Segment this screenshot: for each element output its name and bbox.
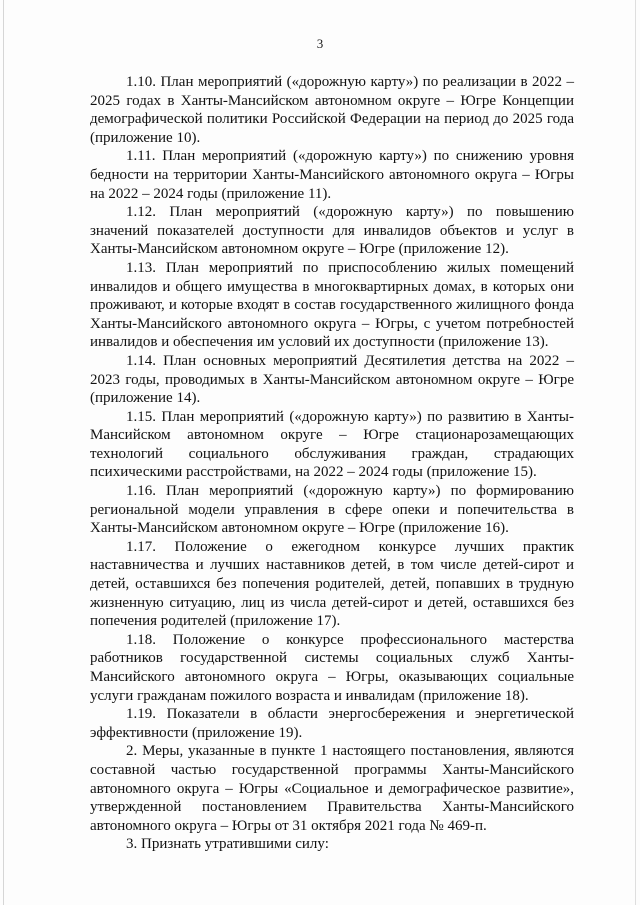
paragraph-1-13: 1.13. План мероприятий по приспособлению жилых помещений инвалидов и общего имущества в многоквартирных домах, в которых они проживают, и которые входят в состав государственного жилищного фонда Ханты-Мансийского автономного округа – Югры, с учетом потребностей инвалидов и обеспечения им условий их доступности (приложение 13). (90, 259, 574, 351)
document-body (90, 73, 574, 854)
scan-edge-left (3, 0, 4, 905)
paragraph-1-19: 1.19. Показатели в области энергосбережения и энергетической эффективности (приложение 19). (90, 706, 574, 741)
paragraph-1-11: 1.11. План мероприятий («дорожную карту») по снижению уровня бедности на территории Ханты-Мансийского автономного округа – Югры на 2022 – 2024 годы (приложение 11). (90, 148, 574, 202)
paragraph-1-12: 1.12. План мероприятий («дорожную карту») по повышению значений показателей доступности для инвалидов объектов и услуг в Ханты-Мансийском автономном округе – Югре (приложение 12). (90, 204, 574, 258)
paragraph-1-18: 1.18. Положение о конкурсе профессионального мастерства работников государственной системы социальных служб Ханты-Мансийского автономного округа – Югры, оказывающих социальные услуги гражданам пожилого возраста и инвалидам (приложение 18). (90, 631, 574, 704)
paragraph-2: 2. Меры, указанные в пункте 1 настоящего постановления, являются составной частью государственной программы Ханты-Мансийского автономного округа – Югры «Социальное и демографическое развитие», утвержденной постановлением Правительства Ханты-Мансийского автономного округа – Югры от 31 октября 2021 года № 469-п. (90, 743, 574, 834)
paragraph-1-16: 1.16. План мероприятий («дорожную карту») по формированию региональной модели управления в сфере опеки и попечительства в Ханты-Мансийском автономном округе – Югре (приложение 16). (90, 483, 574, 537)
paragraph-3: 3. Признать утратившими силу: (126, 836, 329, 853)
paragraph-1-15: 1.15. План мероприятий («дорожную карту») по развитию в Ханты-Мансийском автономном округе – Югре стационарозамещающих технологий социального обслуживания граждан, страдающих психическими расстройствами, на 2022 – 2024 годы (приложение 15). (90, 408, 574, 481)
page-number: 3 (316, 36, 324, 51)
paragraph-1-17: 1.17. Положение о ежегодном конкурсе лучших практик наставничества и лучших наставников детей, в том числе детей-сирот и детей, оставшихся без попечения родителей, детей, попавших в трудную жизненную ситуацию, лиц из числа детей-сирот и детей, оставшихся без попечения родителей (приложение 17). (90, 538, 574, 630)
paragraph-1-10: 1.10. План мероприятий («дорожную карту») по реализации в 2022 – 2025 годах в Ханты-Мансийском автономном округе – Югре Концепции демографической политики Российской Федерации на период до 2025 года (приложение 10). (90, 74, 574, 146)
paragraph-1-14: 1.14. План основных мероприятий Десятилетия детства на 2022 – 2023 годы, проводимых в Ханты-Мансийском автономном округе – Югре (приложение 14). (90, 352, 574, 407)
scan-edge-right (635, 0, 636, 905)
